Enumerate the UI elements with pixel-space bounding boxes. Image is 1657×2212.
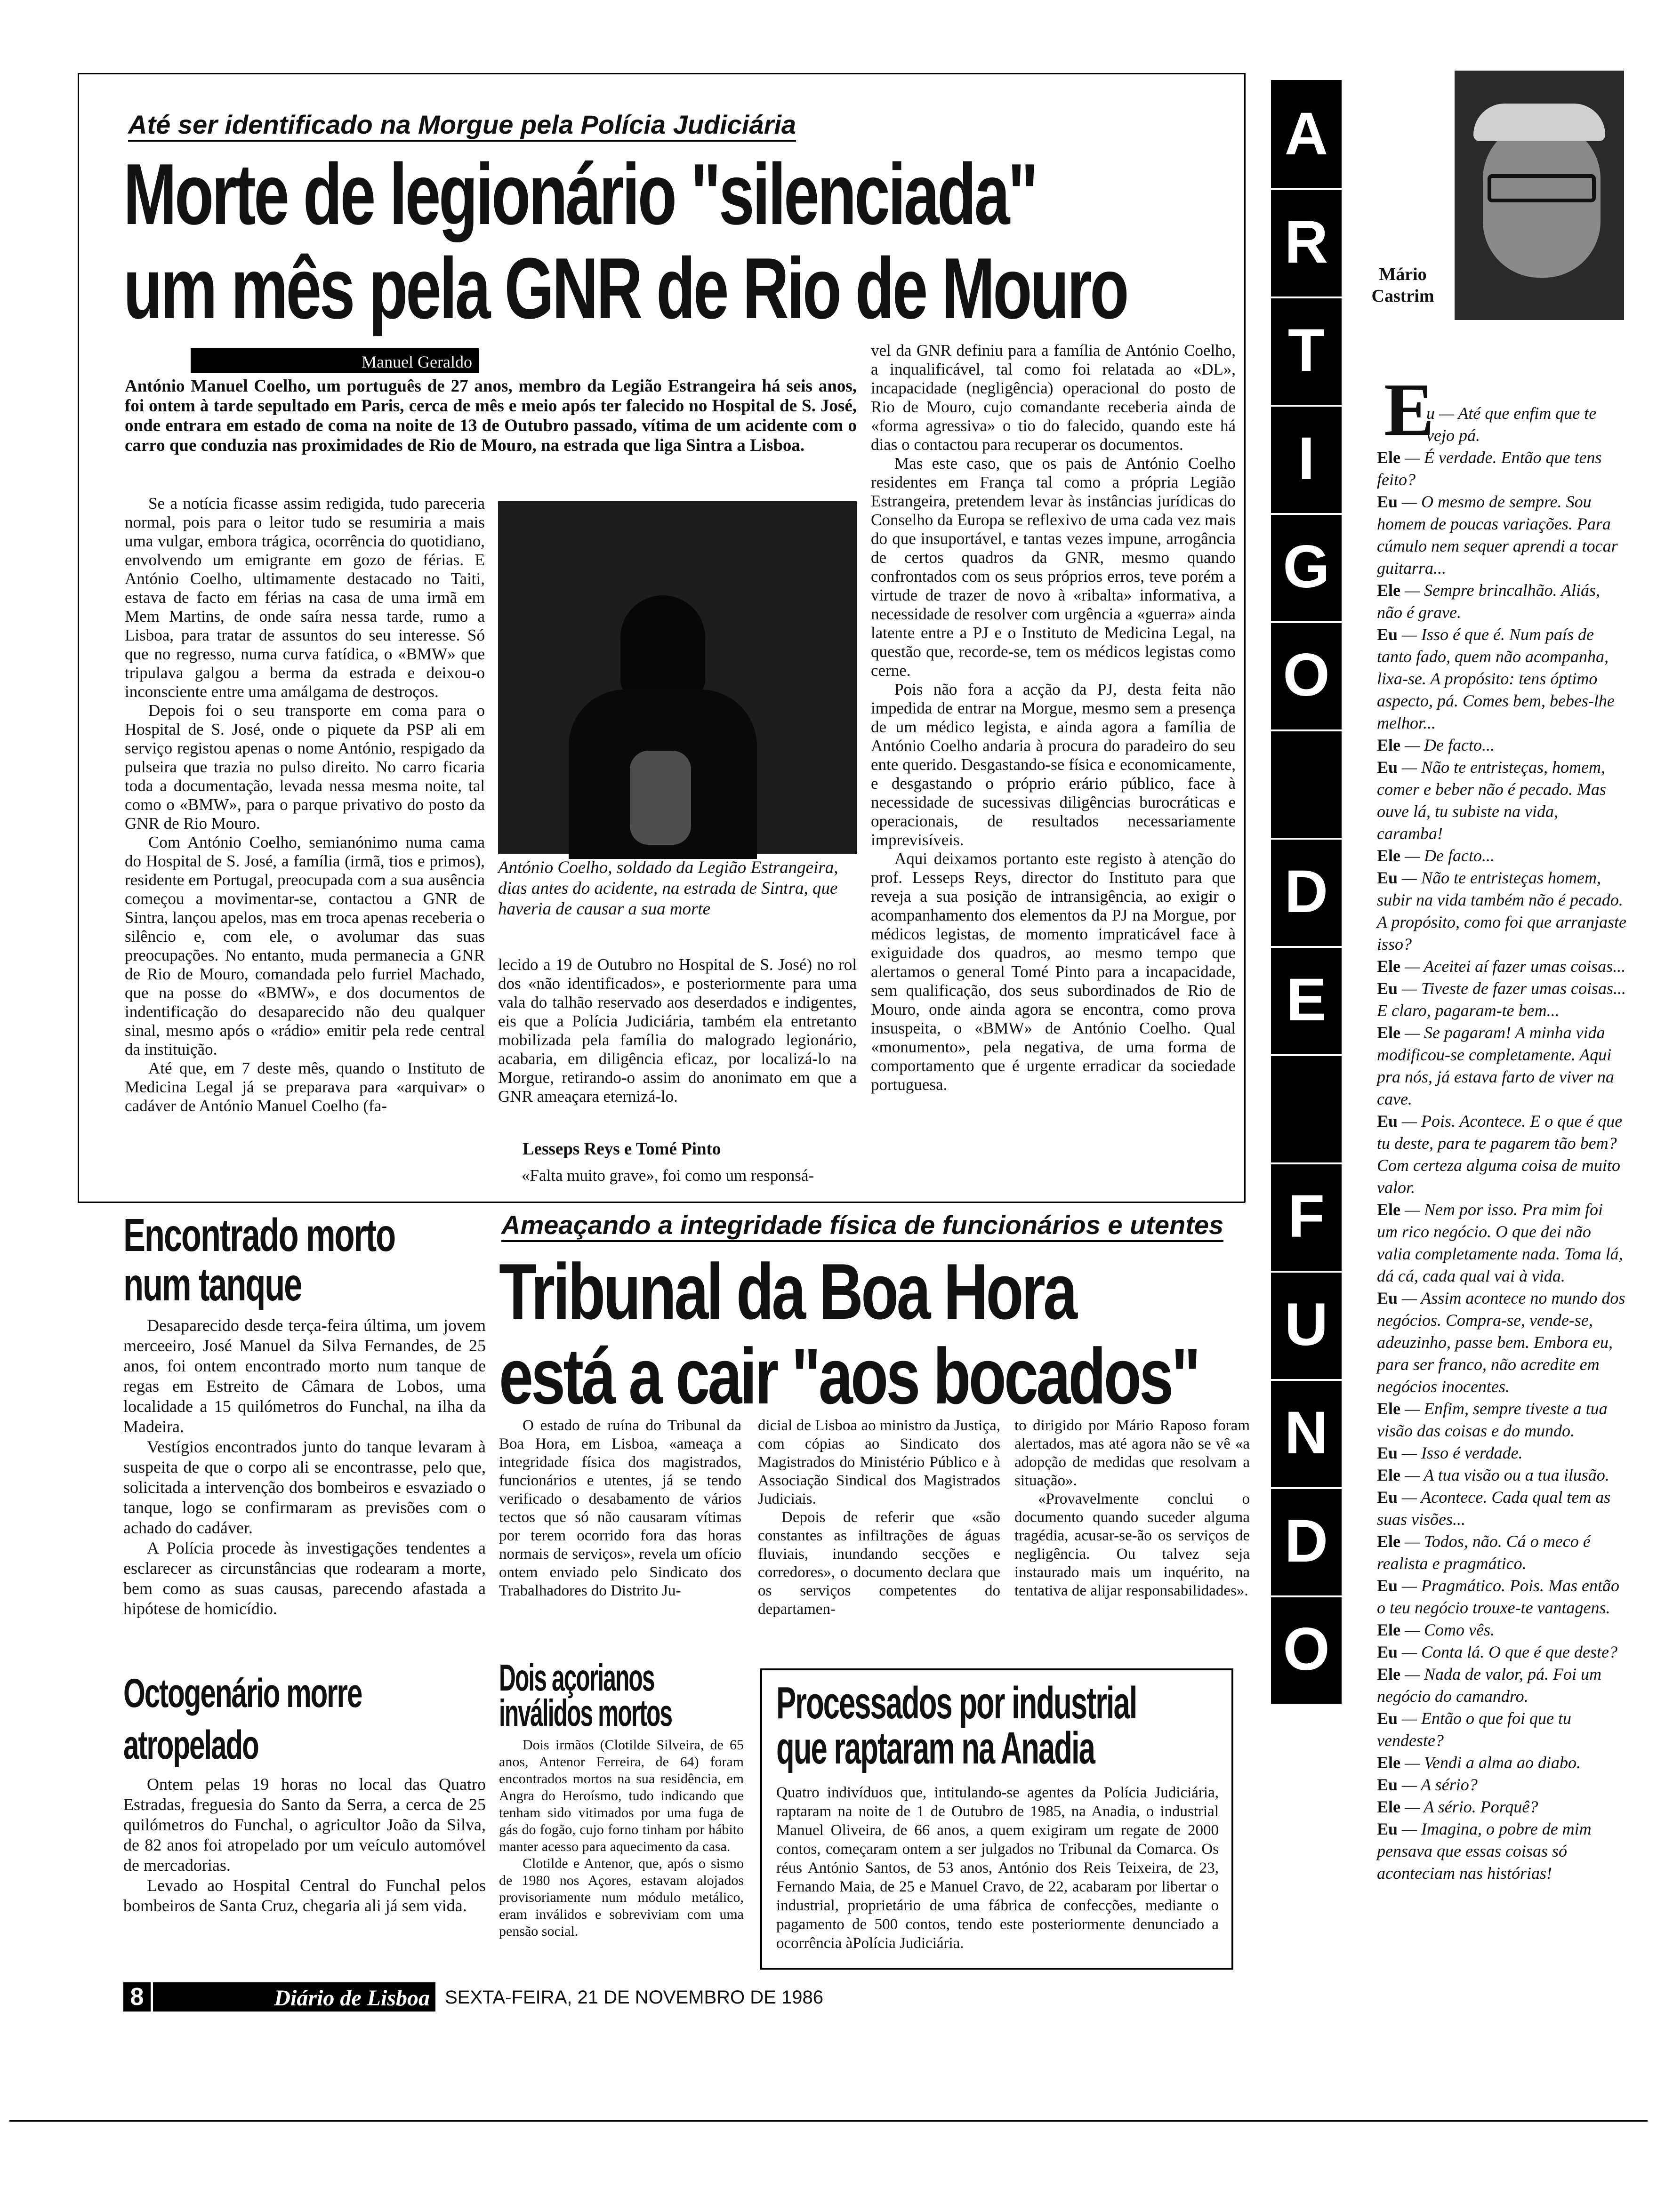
dialogue-speaker: Eu bbox=[1377, 1709, 1398, 1728]
dialogue-text: — A sério. Porquê? bbox=[1400, 1797, 1538, 1816]
dialogue-line bbox=[1377, 1752, 1626, 1774]
dialogue-text: — Isso é verdade. bbox=[1398, 1443, 1523, 1462]
article5-headline-line1: Dois açorianos bbox=[499, 1657, 654, 1699]
dialogue-line bbox=[1377, 1796, 1626, 1818]
dialogue-speaker: Ele bbox=[1377, 1023, 1400, 1042]
article1-headline-line2: um mês pela GNR de Rio de Mouro bbox=[123, 240, 1127, 337]
dialogue-text: — Acontece. Cada qual tem as suas visões... bbox=[1377, 1488, 1611, 1529]
dialogue-text: — Pois. Acontece. E o que é que tu deste, para te pagarem tão bem? Com certeza alguma coisa de muito valor. bbox=[1377, 1112, 1623, 1197]
dialogue-text: — Assim acontece no mundo dos negócios. Compra-se, vende-se, adeuzinho, passe bem. Embora eu, para ser franco, não acredite em negócios inocentes. bbox=[1377, 1289, 1625, 1396]
dialogue-text: — É verdade. Então que tens feito? bbox=[1377, 448, 1602, 489]
article3-headline-line2: atropelado bbox=[123, 1723, 258, 1768]
author-photo bbox=[1455, 71, 1624, 320]
dialogue-speaker: Ele bbox=[1377, 1620, 1400, 1639]
article5-body bbox=[499, 1737, 744, 1940]
article1-paragraph: Com António Coelho, semianónimo numa cama do Hospital de S. José, a família (irmã, tios e primos), residente em Portugal, preocupada com a sua ausência começou a movimentar-se, contactou a GNR de Sintra, lançou apelos, mas em troca apenas receberia o silêncio e, com ele, o avolumar das suas preocupações. No entanto, muda permanecia a GNR de Rio de Mouro, comandada pelo furriel Machado, que na posse do «BMW», e dos documentos de indentificação do desaparecido não deu qualquer sinal, mesmo após o «rádio» emitir pela rede central da instituição. bbox=[125, 833, 485, 1058]
article2-paragraph: Vestígios encontrados junto do tanque levaram à suspeita de que o corpo ali se encontrasse, pelo que, solicitada a intervenção dos bombeiros e esvaziado o tanque, logo se confirmaram as previsões com o achado do cadáver. bbox=[123, 1437, 486, 1537]
article6-box bbox=[760, 1668, 1233, 1970]
article6-headline-line2: que raptaram na Anadia bbox=[776, 1723, 1094, 1773]
article4-column1 bbox=[499, 1417, 741, 1600]
dialogue-speaker: Eu bbox=[1377, 868, 1398, 887]
article5-paragraph: Clotilde e Antenor, que, após o sismo de 1980 nos Açores, estavam alojados provisoriamente num módulo metálico, eram inválidos e sobreviviam com uma pensão social. bbox=[499, 1856, 744, 1939]
dialogue-speaker: Ele bbox=[1377, 957, 1400, 976]
dialogue-line bbox=[1377, 1818, 1626, 1884]
dialogue-speaker: Ele bbox=[1377, 1399, 1400, 1418]
dialogue-line bbox=[1377, 1707, 1626, 1752]
dialogue-line bbox=[1377, 624, 1626, 734]
vertical-label-letter: F bbox=[1271, 1162, 1342, 1273]
dialogue-line bbox=[1377, 1486, 1626, 1531]
dialogue-text: — Pragmático. Pois. Mas então o teu negócio trouxe-te vantagens. bbox=[1377, 1576, 1620, 1617]
article6-paragraph: Quatro indivíduos que, intitulando-se agentes da Polícia Judiciária, raptaram na noite de 1 de Outubro de 1985, na Anadia, o industrial Manuel Oliveira, de 66 anos, a quem exigiram um regate de 2000 contos, começaram ontem a ser julgados no Tribunal da Comarca. Os réus António Santos, de 53 anos, António dos Reis Teixeira, de 23, Fernando Maia, de 25 e Manuel Cravo, de 22, acabaram por libertar o industrial, proprietário de uma fábrica de confecções, mediante o pagamento de 500 contos, tendo este posteriormente denunciado a ocorrência àPolícia Judiciária. bbox=[776, 1784, 1219, 1952]
dialogue-line bbox=[1377, 1663, 1626, 1707]
dialogue-line bbox=[1377, 1774, 1626, 1796]
article1-column2-tail bbox=[498, 1166, 857, 1185]
dialogue-text: — Isso é que é. Num país de tanto fado, quem não acompanha, lixa-se. A propósito: tens óptimo aspecto, pá. Comes bem, bebes-lhe melhor... bbox=[1377, 625, 1615, 732]
dialogue-text: — Conta lá. O que é que deste? bbox=[1398, 1643, 1617, 1661]
vertical-label-letter: O bbox=[1271, 621, 1342, 731]
vertical-label-bar bbox=[1271, 80, 1342, 1704]
dialogue-speaker: Eu bbox=[1377, 1775, 1398, 1794]
dialogue-text: — Imagina, o pobre de mim pensava que essas coisas só aconteciam nas histórias! bbox=[1377, 1819, 1592, 1883]
article6-body bbox=[776, 1783, 1219, 1953]
vertical-label-letter: O bbox=[1271, 1595, 1342, 1706]
article2-headline-line1: Encontrado morto bbox=[123, 1209, 395, 1261]
dialogue-text: — Não te entristeças homem, subir na vida também não é pecado. A propósito, como foi que arranjaste isso? bbox=[1377, 868, 1626, 954]
dialogue-text: — A sério? bbox=[1398, 1775, 1478, 1794]
dialogue-speaker: Eu bbox=[1377, 492, 1398, 511]
dialogue-text: — Vendi a alma ao diabo. bbox=[1400, 1753, 1581, 1772]
vertical-label-letter: T bbox=[1271, 297, 1342, 407]
dialogue-speaker: Eu bbox=[1377, 979, 1398, 998]
article1-column3 bbox=[871, 341, 1236, 1094]
page-bottom-rule bbox=[9, 2120, 1648, 2122]
dialogue-text: — Aceitei aí fazer umas coisas... bbox=[1400, 957, 1626, 976]
article1-paragraph: Depois foi o seu transporte em coma para o Hospital de S. José, onde o piquete da PSP ali em serviço registou apenas o nome António, respigado da pulseira que trazia no pulso direito. No carro ficaria toda a documentação, levada nessa mesma noite, tal como o «BMW», para o parque privativo do posto da GNR de Rio Mouro. bbox=[125, 701, 485, 833]
dialogue-line bbox=[1377, 1619, 1626, 1641]
dialogue-speaker: Ele bbox=[1377, 736, 1400, 754]
vertical-label-letter: R bbox=[1271, 188, 1342, 298]
article4-kicker: Ameaçando a integridade física de funcionários e utentes bbox=[501, 1210, 1223, 1242]
dialogue-line bbox=[1377, 1022, 1626, 1110]
dialogue-line bbox=[1377, 1442, 1626, 1464]
dialogue-text: — A tua visão ou a tua ilusão. bbox=[1400, 1466, 1609, 1484]
article1-paragraph: «Falta muito grave», foi como um responsá- bbox=[522, 1166, 814, 1185]
dialogue-line bbox=[1377, 1641, 1626, 1663]
article4-paragraph: dicial de Lisboa ao ministro da Justiça, com cópias ao Sindicato dos Magistrados do Ministério Público e à Associação Sindical dos Magistrados Judiciais. bbox=[758, 1417, 1000, 1507]
dialogue-text: — Como vês. bbox=[1400, 1620, 1495, 1639]
article1-headline-line1: Morte de legionário "silenciada" bbox=[123, 145, 1037, 242]
dialogue-line bbox=[1377, 491, 1626, 579]
article3-body bbox=[123, 1774, 486, 1916]
dialogue-text: — Então o que foi que tu vendeste? bbox=[1377, 1709, 1572, 1750]
dialogue-speaker: Eu bbox=[1377, 1576, 1398, 1595]
dialogue-speaker: Eu bbox=[1377, 1289, 1398, 1307]
dialogue-line bbox=[1377, 845, 1626, 867]
article1-paragraph: Mas este caso, que os pais de António Coelho residentes em França tal como a própria Legião Estrangeira, pretendem levar às instâncias jurídicas do Conselho da Europa se reflexivo de uma cada vez mais do que insuportável, e tantas vezes impune, arrogância de certos quadros da GNR, mesmo quando confrontados com os seus próprios erros, teve porém a virtude de trazer de novo à «ribalta» informativa, a necessidade de resolver com urgência a «guerra» ainda latente entre a PJ e o Instituto de Medicina Legal, na questão que, recorde-se, tem os médicos legistas como cerne. bbox=[871, 454, 1236, 680]
dialogue-speaker: Ele bbox=[1377, 581, 1400, 600]
dialogue-line bbox=[1377, 1398, 1626, 1442]
dialogue-text: — Se pagaram! A minha vida modificou-se completamente. Aqui pra nós, já estava farto de viver na cave. bbox=[1377, 1023, 1614, 1108]
article1-paragraph: lecido a 19 de Outubro no Hospital de S. José) no rol dos «não identificados», e posteriormente para uma vala do talhão reservado aos deserdados e indigentes, eis que a Polícia Judiciária, também ela entretanto mobilizada pela família do malogrado legionário, acabaria, em diligência eficaz, por localizá-lo na Morgue, retirando-o assim do anonimato em que a GNR ameaçara eternizá-lo. bbox=[498, 955, 857, 1106]
dialogue-text: — De facto... bbox=[1400, 736, 1495, 754]
dialogue-speaker: Ele bbox=[1377, 1665, 1400, 1683]
article4-paragraph: O estado de ruína do Tribunal da Boa Hora, em Lisboa, «ameaça a integridade física dos magistrados, funcionários e utentes, já se tendo verificado o desabamento de vários tectos que só não causaram vítimas por terem ocorrido fora das horas normais de serviços», revela um ofício ontem enviado pelo Sindicato dos Trabalhadores do Distrito Ju- bbox=[499, 1417, 741, 1599]
byline: Manuel Geraldo bbox=[362, 353, 472, 371]
issue-date: SEXTA-FEIRA, 21 DE NOVEMBRO DE 1986 bbox=[445, 1987, 823, 2008]
article2-paragraph: A Polícia procede às investigações tendentes a esclarecer as circunstâncias que rodearam a morte, bem como as suas causas, parecendo afastada a hipótese de homicídio. bbox=[123, 1539, 486, 1618]
dialogue-speaker: Ele bbox=[1377, 1753, 1400, 1772]
author-first-name: Mário bbox=[1379, 264, 1427, 284]
dialogue-line bbox=[1377, 955, 1626, 978]
article4-column2 bbox=[758, 1417, 1000, 1619]
dialogue-text: — Não te entristeças, homem, comer e beber não é pecado. Mas ouve lá, tu subiste na vida, caramba! bbox=[1377, 758, 1606, 843]
article3-paragraph: Levado ao Hospital Central do Funchal pelos bombeiros de Santa Cruz, chegaria ali já sem vida. bbox=[123, 1876, 486, 1915]
dialogue-speaker: Eu bbox=[1377, 1488, 1398, 1507]
vertical-label-letter: D bbox=[1271, 1487, 1342, 1597]
dialogue-text: — Nada de valor, pá. Foi um negócio do camandro. bbox=[1377, 1665, 1601, 1706]
article1-column1 bbox=[125, 494, 485, 1115]
dialogue-speaker: Ele bbox=[1377, 1532, 1400, 1551]
dialogue-text: — Todos, não. Cá o meco é realista e pragmático. bbox=[1377, 1532, 1591, 1573]
article4-paragraph: Depois de referir que «são constantes as infiltrações de águas fluviais, inundando secções e corredores», o documento declara que os serviços competentes do departamen- bbox=[758, 1509, 1000, 1618]
vertical-label-letter: U bbox=[1271, 1271, 1342, 1381]
masthead: Diário de Lisboa bbox=[274, 1986, 430, 2011]
article1-lead: António Manuel Coelho, um português de 27 anos, membro da Legião Estrangeira há seis anos, foi ontem à tarde sepultado em Paris, cerca de mês e meio após ter falecido no Hospital de S. José, onde entrara em estado de coma na noite de 13 de Outubro passado, vítima de um acidente com o carro que conduzia nas proximidades de Rio de Mouro, na estrada que liga Sintra a Lisboa. bbox=[125, 377, 857, 455]
dialogue-line bbox=[1377, 756, 1626, 845]
vertical-label-letter: E bbox=[1271, 946, 1342, 1056]
dialogue-line bbox=[1377, 734, 1626, 756]
article1-paragraph: Aqui deixamos portanto este registo à atenção do prof. Lesseps Reys, director do Instituto para que reveja a sua posição de intransigência, ao exigir o acompanhamento dos elementos da PJ na Morgue, por médicos legistas, de momento impraticável face à exiguidade dos quadros, ao mesmo tempo que alertamos o general Tomé Pinto para a incapacidade, sem qualificação, dos seus subordinados de Rio de Mouro, onde ainda agora se encontra, como prova insuspeita, o «BMW» de António Coelho. Qual «monumento», pela negativa, de uma forma de comportamento que é urgente erradicar da sociedade portuguesa. bbox=[871, 850, 1236, 1094]
legionnaire-photo bbox=[498, 501, 857, 854]
sidebar-dialogue bbox=[1377, 402, 1626, 1884]
dialogue-speaker: Eu bbox=[1377, 1643, 1398, 1661]
dialogue-line bbox=[1377, 1464, 1626, 1486]
dialogue-speaker: Ele bbox=[1377, 846, 1400, 865]
dialogue-line bbox=[1377, 579, 1626, 624]
dialogue-speaker: Eu bbox=[1377, 1443, 1398, 1462]
article1-column2 bbox=[498, 955, 857, 1106]
dialogue-text: — Enfim, sempre tiveste a tua visão das coisas e do mundo. bbox=[1377, 1399, 1608, 1440]
dialogue-line bbox=[1377, 447, 1626, 491]
vertical-label-letter: G bbox=[1271, 513, 1342, 623]
dialogue-speaker: Eu bbox=[1377, 1112, 1398, 1130]
article2-paragraph: Desaparecido desde terça-feira última, um jovem merceeiro, José Manuel da Silva Fernandes, de 25 anos, foi ontem encontrado morto num tanque de regas em Estreito de Câmara de Lobos, uma localidade a 15 quilómetros do Funchal, na ilha da Madeira. bbox=[123, 1316, 486, 1436]
left-frame-rule bbox=[78, 73, 79, 1202]
dialogue-speaker: Ele bbox=[1377, 1466, 1400, 1484]
dialogue-speaker: Eu bbox=[1377, 625, 1398, 644]
author-last-name: Castrim bbox=[1371, 286, 1434, 306]
article4-headline-line1: Tribunal da Boa Hora bbox=[499, 1247, 1076, 1336]
dialogue-speaker: Ele bbox=[1377, 1797, 1400, 1816]
article4-paragraph: to dirigido por Mário Raposo foram alertados, mas até agora não se vê «a adopção de medidas que resolvam a situação». bbox=[1014, 1417, 1250, 1489]
vertical-label-letter: I bbox=[1271, 405, 1342, 515]
dialogue-text: — Sempre brincalhão. Aliás, não é grave. bbox=[1377, 581, 1600, 622]
article3-paragraph: Ontem pelas 19 horas no local das Quatro Estradas, freguesia do Santo da Serra, a cerca de 25 quilómetros do Funchal, o agricultor João da Silva, de 82 anos foi atropelado por um veículo automóvel de mercadorias. bbox=[123, 1775, 486, 1875]
dropcap: E bbox=[1384, 368, 1434, 451]
byline-bar bbox=[191, 348, 479, 373]
article1-paragraph: Pois não fora a acção da PJ, desta feita não impedida de entrar na Morgue, mesmo sem a presença de um médico legista, e ainda agora a família de António Coelho andaria à procura do paradeiro do seu ente querido. Desgastando-se física e economicamente, e desgastando o próprio erário público, face à necessidade de sucessivas diligências burocráticas e operacionais, de resultados necessariamente imprevisíveis. bbox=[871, 680, 1236, 849]
article1-kicker: Até ser identificado na Morgue pela Polícia Judiciária bbox=[128, 109, 796, 142]
vertical-label-letter: D bbox=[1271, 838, 1342, 948]
article1-paragraph: Se a notícia ficasse assim redigida, tudo pareceria normal, pois para o leitor tudo se resumiria a mais uma vulgar, embora trágica, ocorrência do quotidiano, envolvendo um emigrante em gozo de férias. E António Coelho, ultimamente destacado no Taiti, estava de facto em férias na casa de uma irmã em Mem Martins, de onde saíra nessa tarde, rumo a Lisboa, para tratar de assuntos do seu interesse. Só que no regresso, numa curva fatídica, o «BMW» que tripulava galgou a berma da estrada e deixou-o inconsciente entre uma amálgama de destroços. bbox=[125, 494, 485, 701]
dialogue-text: — O mesmo de sempre. Sou homem de poucas variações. Para cúmulo nem sequer aprendi a tocar guitarra... bbox=[1377, 492, 1618, 577]
masthead-bar bbox=[153, 1982, 435, 2012]
article1-paragraph: Até que, em 7 deste mês, quando o Instituto de Medicina Legal já se preparava para «arquivar» o cadáver de António Manuel Coelho (fa- bbox=[125, 1059, 485, 1115]
dialogue-line bbox=[1377, 867, 1626, 955]
dialogue-text: — Tiveste de fazer umas coisas... E claro, pagaram-te bem... bbox=[1377, 979, 1626, 1020]
dialogue-line bbox=[1377, 1199, 1626, 1287]
article4-headline-line2: está a cair "aos bocados" bbox=[499, 1332, 1199, 1420]
vertical-label-letter: A bbox=[1271, 80, 1342, 190]
top-frame-rule bbox=[78, 73, 1245, 74]
dialogue-text: u — Até que enfim que te vejo pá. bbox=[1426, 404, 1597, 445]
dialogue-line bbox=[1377, 1287, 1626, 1398]
dialogue-text: — De facto... bbox=[1400, 846, 1495, 865]
article1-signature: Lesseps Reys e Tomé Pinto bbox=[523, 1139, 721, 1159]
vertical-label-letter bbox=[1271, 1054, 1342, 1164]
dialogue-text: — Nem por isso. Pra mim foi um rico negócio. O que dei não valia completamente nada. Toma lá, dá cá, cada qual vai à vida. bbox=[1377, 1200, 1623, 1285]
article2-body bbox=[123, 1315, 486, 1619]
article1-paragraph: vel da GNR definiu para a família de António Coelho, a inqualificável, tal como foi relatada ao «DL», incapacidade (negligência) operacional do posto de Rio de Mouro, cujo comandante receberia ainda de «forma agressiva» o tio do falecido, quando este há dias o contactou para recuperar os documentos. bbox=[871, 341, 1236, 454]
article3-headline-line1: Octogenário morre bbox=[123, 1671, 362, 1716]
article5-headline-line2: inválidos mortos bbox=[499, 1692, 672, 1734]
vertical-label-letter: N bbox=[1271, 1379, 1342, 1489]
page-number: 8 bbox=[123, 1982, 151, 2012]
dialogue-line bbox=[1377, 1531, 1626, 1575]
dialogue-speaker: Eu bbox=[1377, 1819, 1398, 1838]
author-name bbox=[1356, 264, 1450, 307]
dialogue-speaker: Ele bbox=[1377, 448, 1400, 467]
dialogue-line bbox=[1377, 978, 1626, 1022]
dialogue-line bbox=[1377, 1110, 1626, 1199]
article-bottom-rule bbox=[78, 1202, 1245, 1203]
vertical-label-letter bbox=[1271, 729, 1342, 840]
dialogue-speaker: Ele bbox=[1377, 1200, 1400, 1219]
article4-paragraph: «Provavelmente conclui o documento quando suceder alguma tragédia, acusar-se-ão os serviços de negligência. Ou talvez seja instaurado mais um inquérito, na tentativa de alijar responsabilidades». bbox=[1014, 1491, 1250, 1599]
dialogue-speaker: Eu bbox=[1377, 758, 1398, 777]
article5-paragraph: Dois irmãos (Clotilde Silveira, de 65 anos, Antenor Ferreira, de 64) foram encontrados mortos na sua residência, em Angra do Heroísmo, tudo indicando que tenham sido vitimados por uma fuga de gás do fogão, cujo forno tinham por hábito manter acesso para aquecimento da casa. bbox=[499, 1737, 744, 1854]
dialogue-line bbox=[1377, 1575, 1626, 1619]
article4-column3 bbox=[1014, 1417, 1250, 1600]
photo-caption: António Coelho, soldado da Legião Estrangeira, dias antes do acidente, na estrada de Sintra, que haveria de causar a sua morte bbox=[498, 858, 838, 919]
article6-headline-line1: Processados por industrial bbox=[776, 1678, 1137, 1728]
dialogue-line bbox=[1377, 402, 1626, 447]
article2-headline-line2: num tanque bbox=[123, 1258, 302, 1310]
right-frame-rule bbox=[1244, 73, 1246, 1202]
